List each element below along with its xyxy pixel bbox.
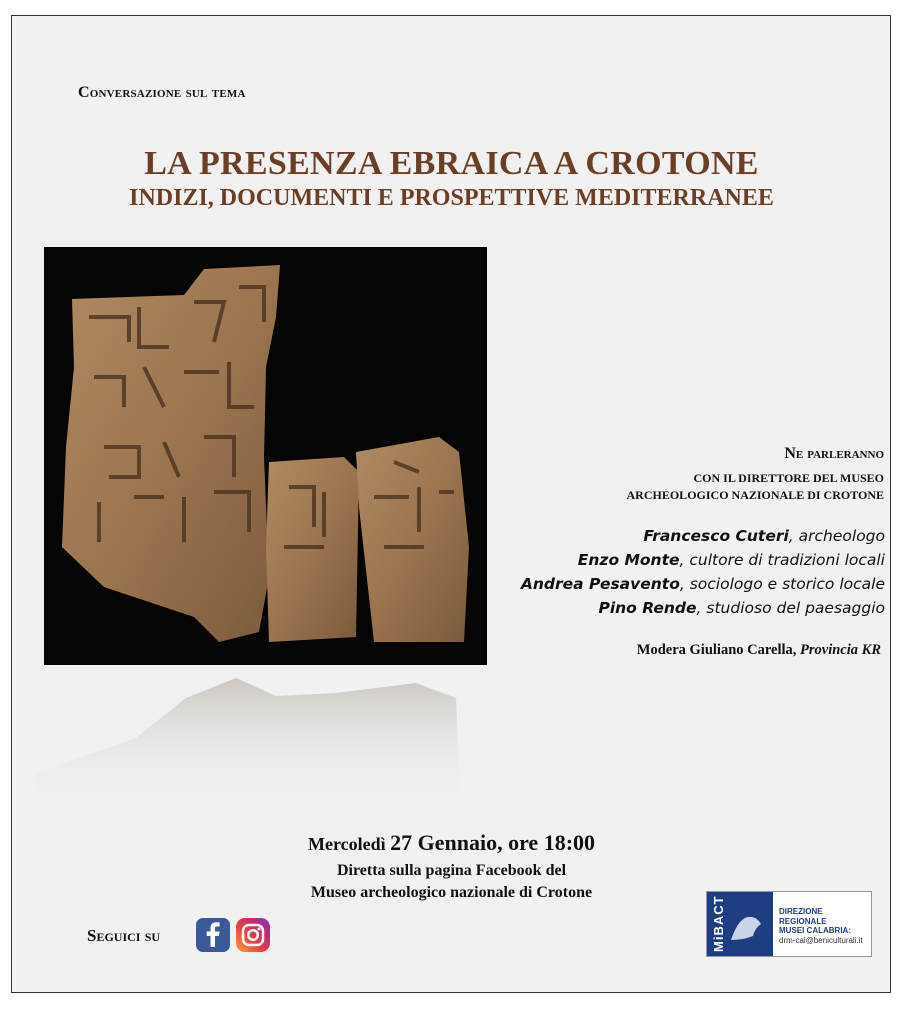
speakers-intro-line1: CON IL DIRETTORE DEL MUSEO [693, 471, 884, 485]
speaker-role: , sociologo e storico locale [679, 575, 885, 593]
logo-email: drm-cal@beniculturali.it [779, 935, 863, 945]
facebook-icon[interactable] [196, 918, 230, 952]
speaker-name: Francesco Cuteri [643, 527, 789, 545]
moderator-line [637, 642, 881, 659]
speaker-name: Pino Rende [598, 599, 697, 617]
kicker-text: Conversazione sul tema [78, 84, 246, 101]
event-weekday: Mercoledì [307, 834, 391, 854]
poster-title: LA PRESENZA EBRAICA A CROTONE [144, 145, 759, 182]
speakers-intro-line2: ARCHEOLOGICO NAZIONALE DI CROTONE [626, 488, 884, 502]
follow-label: Seguici su [87, 926, 161, 945]
moderator-text: Modera Giuliano Carella, [636, 642, 801, 658]
event-date [0, 830, 903, 856]
speaker-role: , archeologo [788, 527, 885, 545]
poster-subtitle: INDIZI, DOCUMENTI E PROSPETTIVE MEDITERRANEE [129, 185, 774, 211]
speaker-role: , studioso del paesaggio [696, 599, 885, 617]
speaker-item [521, 596, 885, 620]
instagram-icon[interactable] [236, 918, 270, 952]
speakers-heading: Ne parleranno [784, 445, 884, 462]
speaker-name: Enzo Monte [577, 551, 680, 569]
speaker-item [521, 548, 885, 572]
logo-text [779, 907, 871, 945]
live-line-1: Diretta sulla pagina Facebook del [336, 862, 567, 879]
photo-reflection [36, 668, 466, 808]
logo-line2: MUSEI CALABRIA: [779, 926, 851, 935]
speaker-item [521, 572, 885, 596]
inscription-photo [44, 247, 487, 665]
mibact-mark [707, 892, 773, 956]
speaker-item [521, 524, 885, 548]
speaker-role: , cultore di tradizioni locali [679, 551, 885, 569]
logo-line1: DIREZIONE REGIONALE [779, 907, 827, 926]
speakers-intro [627, 470, 884, 504]
mibact-text: MiBACT [711, 895, 726, 952]
event-datetime: 27 Gennaio, ore 18:00 [390, 830, 596, 855]
speaker-list [521, 524, 885, 620]
live-line-2: Museo archeologico nazionale di Crotone [310, 884, 593, 901]
moderator-org: Provincia KR [800, 642, 881, 658]
mibact-logo [706, 891, 872, 957]
speaker-name: Andrea Pesavento [520, 575, 680, 593]
